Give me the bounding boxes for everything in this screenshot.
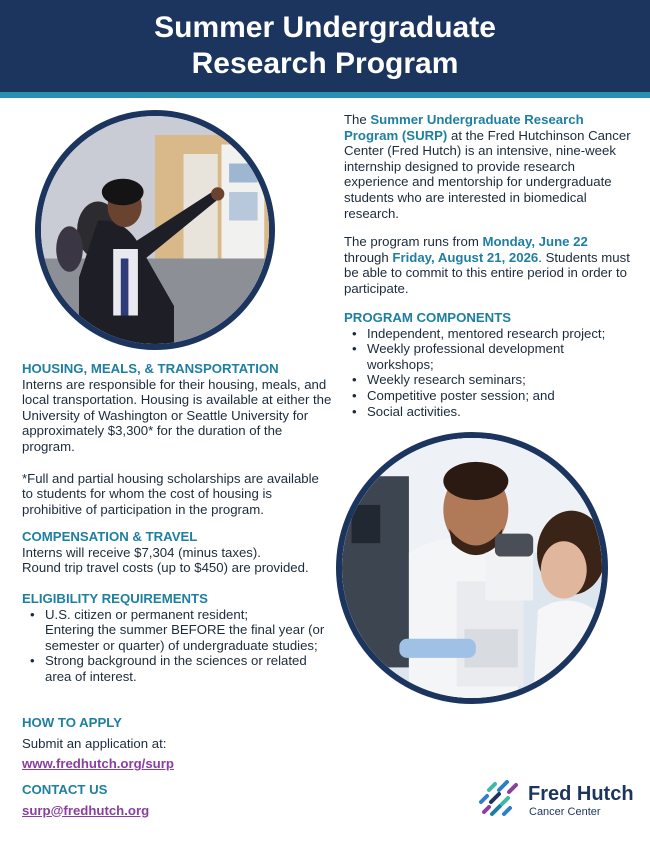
eligibility-section [22, 591, 332, 685]
contact-heading: CONTACT US [22, 782, 108, 797]
contact-email-link[interactable]: surp@fredhutch.org [22, 802, 150, 818]
program-components-section [344, 310, 634, 419]
fred-hutch-logo [478, 778, 638, 822]
header-stripe [0, 92, 650, 98]
apply-text: Submit an application at: [22, 735, 167, 751]
list-item: • Strong background in the sciences or related area of interest. [22, 653, 332, 684]
program-components-heading: PROGRAM COMPONENTS [344, 310, 512, 325]
list-item [22, 607, 332, 654]
start-date: Monday, June 22 [482, 234, 588, 249]
apply-heading: HOW TO APPLY [22, 715, 122, 730]
intro-paragraph-1 [344, 112, 634, 221]
dates-text: . Students must be able to commit to this entire period in order to participate. [344, 249, 630, 296]
eligibility-heading: ELIGIBILITY REQUIREMENTS [22, 591, 208, 606]
list-item: • Independent, mentored research project; [344, 326, 634, 342]
compensation-line-2: Round trip travel costs (up to $450) are provided. [22, 560, 309, 576]
microscope-photo [336, 432, 608, 704]
list-item: • Competitive poster session; and [344, 388, 634, 404]
eligibility-citizenship: • U.S. citizen or permanent resident; [45, 606, 249, 622]
presenter-photo [35, 110, 275, 350]
housing-heading: HOUSING, MEALS, & TRANSPORTATION [22, 361, 279, 376]
page-title [0, 10, 650, 82]
compensation-line-1: Interns will receive $7,304 (minus taxes). [22, 544, 261, 560]
intro-text: The [344, 112, 371, 127]
list-item: • Weekly research seminars; [344, 372, 634, 388]
housing-section [22, 361, 332, 517]
program-components-list [344, 326, 634, 420]
program-name: Summer Undergraduate Research Program (SURP) [344, 112, 584, 143]
dates-text: The program runs from [344, 234, 483, 249]
presenter-photo-graphic [41, 116, 269, 344]
intro-paragraph-2 [344, 234, 634, 296]
dates-text: through [344, 249, 393, 265]
logo-subtitle: Cancer Center [529, 806, 601, 818]
microscope-photo-graphic [342, 438, 602, 698]
title-line-1: Summer Undergraduate [154, 11, 496, 44]
fred-hutch-logo-icon [478, 778, 520, 818]
apply-link[interactable]: www.fredhutch.org/surp [22, 756, 174, 772]
housing-body: Interns are responsible for their housing, meals, and local transportation. Housing is available at either the University of Washington or Seattle University for approximately $3,300* for the duration of the program. [22, 376, 332, 454]
intro-text: at the Fred Hutchinson Cancer Center (Fred Hutch) is an intensive, nine-week internship designed to provide research experience and mentorship for undergraduate students who are interested in biomedical research. [344, 127, 631, 221]
list-item: • Social activities. [344, 404, 634, 420]
housing-note: *Full and partial housing scholarships are available to students for whom the cost of housing is prohibitive of participation in the program. [22, 470, 319, 517]
apply-section [22, 715, 332, 773]
eligibility-year: Entering the summer BEFORE the final year (or semester or quarter) of undergraduate studies; [45, 622, 325, 653]
list-item: • Weekly professional development workshops; [344, 341, 634, 372]
logo-name: Fred Hutch [528, 783, 634, 805]
compensation-section [22, 529, 332, 576]
end-date: Friday, August 21, 2026 [392, 249, 539, 265]
compensation-heading: COMPENSATION & TRAVEL [22, 529, 198, 544]
eligibility-list [22, 607, 332, 685]
contact-section [22, 782, 332, 820]
title-line-2: Research Program [191, 47, 459, 80]
